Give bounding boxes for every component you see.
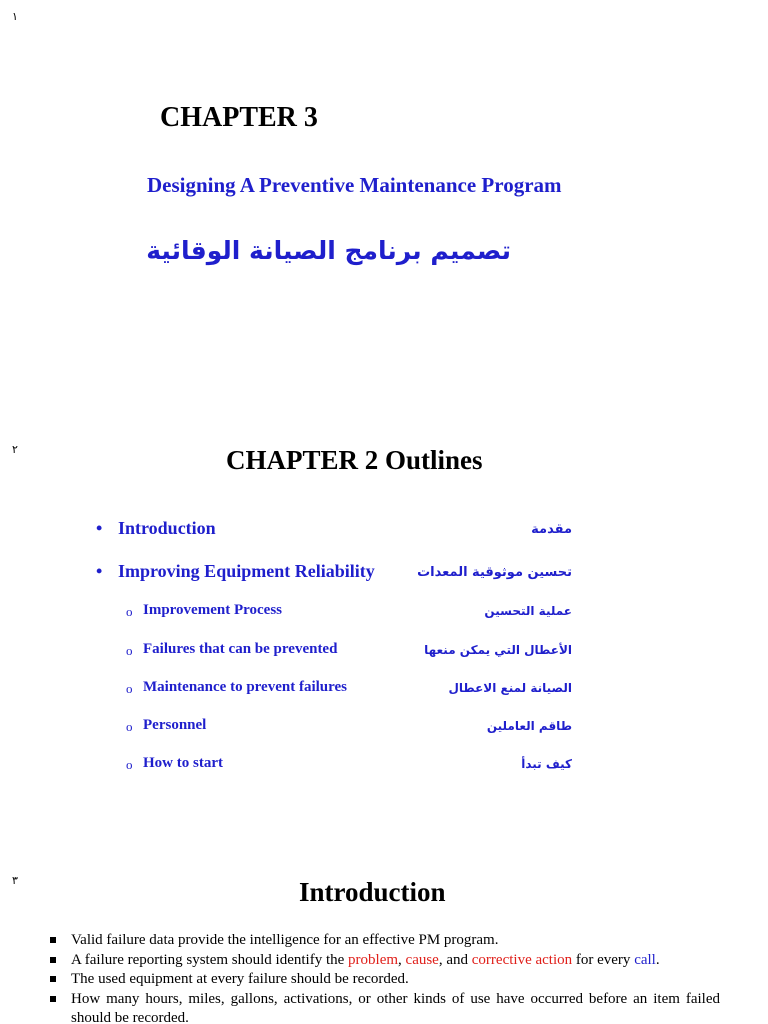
chapter-subtitle-english: Designing A Preventive Maintenance Program (147, 173, 562, 197)
bullet-icon: • (96, 518, 103, 538)
outline-heading: CHAPTER 2 Outlines (226, 445, 483, 475)
list-item-text-mid: for every (572, 951, 635, 968)
list-item-text-end: . (655, 951, 660, 968)
square-bullet-icon (50, 976, 56, 982)
list-item (48, 931, 720, 951)
list-item (48, 970, 720, 990)
outline-subitem-label-en: Personnel (143, 717, 207, 733)
outline-subitem (126, 641, 572, 663)
page-number-3: ٣ (12, 874, 18, 887)
outline-subitem-label-en: How to start (143, 755, 223, 771)
highlight-cause: cause (405, 951, 439, 968)
list-item-text: The used equipment at every failure should be recorded. (71, 971, 409, 987)
list-item (48, 951, 720, 971)
outline-subitem-label-ar: الصيانة لمنع الاعطال (448, 681, 572, 695)
circle-bullet-icon: o (126, 643, 133, 658)
square-bullet-icon (50, 996, 56, 1002)
square-bullet-icon (50, 957, 56, 963)
introduction-bullet-list (48, 931, 720, 1024)
bullet-icon: • (96, 561, 103, 581)
chapter-title: CHAPTER 3 (160, 102, 318, 133)
page-number-1: ١ (12, 10, 18, 23)
outline-subitem (126, 717, 572, 739)
square-bullet-icon (50, 937, 56, 943)
outline-subitem-label-ar: عملية التحسين (484, 604, 572, 618)
outline-subitem-label-en: Improvement Process (143, 602, 282, 618)
highlight-call: call (634, 951, 656, 968)
outline-subitem-label-en: Maintenance to prevent failures (143, 679, 348, 695)
circle-bullet-icon: o (126, 681, 133, 696)
list-item-text-sep: , and (438, 951, 472, 968)
outline-subitem-label-ar: الأعطال التي يمكن منعها (424, 643, 572, 657)
list-item (48, 990, 720, 1024)
outline-item-reliability (96, 561, 572, 585)
outline-item-label-ar: تحسين موثوقية المعدات (417, 565, 572, 580)
list-item-text: How many hours, miles, gallons, activations, or other kinds of use have occurred before an item failed should be recorded. (71, 990, 720, 1024)
page-number-2: ٢ (12, 443, 18, 456)
outline-subitem-label-ar: طاقم العاملين (486, 719, 572, 733)
circle-bullet-icon: o (126, 604, 133, 619)
outline-subitem-label-en: Failures that can be prevented (143, 641, 338, 657)
outline-item-introduction (96, 518, 572, 542)
outline-subitem (126, 602, 572, 624)
outline-subitem (126, 755, 572, 777)
list-item-text: Valid failure data provide the intelligence for an effective PM program. (71, 932, 499, 948)
outline-subitem (126, 679, 572, 701)
outline-item-label-en: Introduction (118, 518, 216, 538)
highlight-corrective-action: corrective action (471, 951, 573, 968)
outline-item-label-ar: مقدمة (531, 522, 572, 537)
circle-bullet-icon: o (126, 719, 133, 734)
introduction-heading: Introduction (299, 877, 446, 907)
circle-bullet-icon: o (126, 757, 133, 772)
list-item-text-pre: A failure reporting system should identify the (71, 951, 349, 968)
highlight-problem: problem (348, 951, 399, 968)
list-item-text-sep: , (398, 951, 406, 968)
outline-subitem-label-ar: كيف تبدأ (521, 757, 572, 771)
chapter-subtitle-arabic: تصميم برنامج الصيانة الوقائية (146, 236, 511, 265)
outline-item-label-en: Improving Equipment Reliability (118, 561, 375, 581)
